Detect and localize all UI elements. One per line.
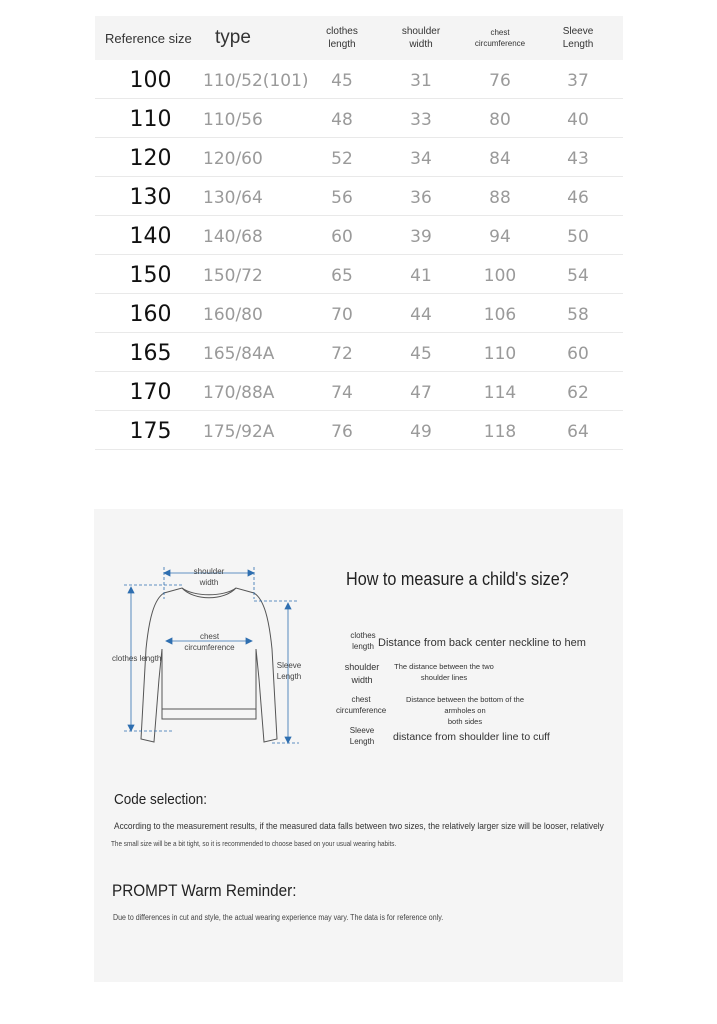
cell-length: 76: [331, 422, 353, 442]
code-selection-title: Code selection:: [114, 791, 208, 808]
cell-shoulder: 44: [410, 305, 432, 325]
cell-ref: 140: [129, 224, 172, 249]
cell-ref: 175: [129, 419, 172, 444]
cell-shoulder: 41: [410, 266, 432, 286]
cell-length: 56: [331, 188, 353, 208]
legend-desc-chest-circumference: Distance between the bottom of the armholes on both sides: [406, 695, 524, 726]
table-row: [95, 138, 623, 177]
cell-length: 52: [331, 149, 353, 169]
size-table: [95, 16, 623, 450]
cell-type: 110/52(101): [203, 71, 309, 91]
reminder-title: PROMPT Warm Reminder:: [112, 881, 297, 900]
header-sleeve-length: Sleeve Length: [562, 26, 594, 50]
table-row: [95, 99, 623, 138]
cell-type: 175/92A: [203, 422, 275, 442]
cell-chest: 88: [489, 188, 511, 208]
cell-sleeve: 58: [567, 305, 589, 325]
cell-chest: 114: [483, 383, 517, 403]
table-row: [95, 177, 623, 216]
cell-length: 45: [331, 71, 353, 91]
cell-ref: 120: [129, 146, 172, 171]
table-row: [95, 411, 623, 450]
cell-ref: 160: [129, 302, 172, 327]
cell-length: 72: [331, 344, 353, 364]
diagram-sleeve-label: Sleeve Length: [276, 661, 302, 681]
header-reference-size: Reference size: [105, 30, 192, 46]
cell-type: 150/72: [203, 266, 263, 286]
cell-type: 160/80: [203, 305, 263, 325]
header-shoulder-width: shoulder width: [401, 26, 441, 50]
measure-panel: [94, 509, 623, 982]
cell-length: 48: [331, 110, 353, 130]
cell-chest: 118: [483, 422, 517, 442]
table-row: [95, 60, 623, 99]
table-row: [95, 255, 623, 294]
cell-type: 110/56: [203, 110, 263, 130]
cell-ref: 130: [129, 185, 172, 210]
cell-sleeve: 50: [567, 227, 589, 247]
cell-sleeve: 60: [567, 344, 589, 364]
cell-sleeve: 46: [567, 188, 589, 208]
cell-shoulder: 31: [410, 71, 432, 91]
table-row: [95, 294, 623, 333]
cell-length: 65: [331, 266, 353, 286]
cell-chest: 84: [489, 149, 511, 169]
cell-sleeve: 54: [567, 266, 589, 286]
cell-ref: 165: [129, 341, 172, 366]
header-clothes-length: clothes length: [326, 26, 358, 50]
cell-ref: 110: [129, 107, 172, 132]
diagram-shoulder-label: shoulder width: [193, 567, 225, 587]
cell-type: 120/60: [203, 149, 263, 169]
measure-title: How to measure a child's size?: [346, 569, 569, 589]
table-header: [95, 16, 623, 60]
cell-shoulder: 45: [410, 344, 432, 364]
table-row: [95, 372, 623, 411]
cell-type: 170/88A: [203, 383, 275, 403]
cell-sleeve: 40: [567, 110, 589, 130]
table-row: [95, 216, 623, 255]
header-type: type: [215, 27, 251, 48]
diagram-chest-label: chest circumference: [184, 632, 235, 652]
cell-chest: 110: [483, 344, 517, 364]
cell-shoulder: 47: [410, 383, 432, 403]
cell-chest: 94: [489, 227, 511, 247]
cell-chest: 100: [483, 266, 517, 286]
cell-sleeve: 43: [567, 149, 589, 169]
cell-type: 130/64: [203, 188, 263, 208]
code-selection-text: According to the measurement results, if the measured data falls between two sizes, the relatively larger size will be looser, relatively: [114, 821, 604, 832]
cell-type: 140/68: [203, 227, 263, 247]
reminder-text: Due to differences in cut and style, the actual wearing experience may vary. The data is for reference only.: [113, 913, 444, 922]
cell-chest: 76: [489, 71, 511, 91]
cell-type: 165/84A: [203, 344, 275, 364]
header-chest-circumference: chest circumference: [474, 28, 526, 48]
legend-term-sleeve-length: Sleeve Length: [349, 726, 375, 746]
cell-shoulder: 39: [410, 227, 432, 247]
cell-ref: 150: [129, 263, 172, 288]
legend-term-clothes-length: clothes length: [350, 631, 376, 651]
legend-term-shoulder-width: shoulder width: [344, 662, 380, 685]
cell-length: 60: [331, 227, 353, 247]
legend-desc-sleeve-length: distance from shoulder line to cuff: [393, 731, 550, 743]
cell-sleeve: 64: [567, 422, 589, 442]
cell-length: 74: [331, 383, 353, 403]
cell-chest: 106: [483, 305, 517, 325]
cell-chest: 80: [489, 110, 511, 130]
cell-shoulder: 36: [410, 188, 432, 208]
cell-ref: 100: [129, 68, 172, 93]
cell-sleeve: 62: [567, 383, 589, 403]
legend-desc-shoulder-width: The distance between the two shoulder lines: [394, 662, 494, 682]
cell-ref: 170: [129, 380, 172, 405]
cell-sleeve: 37: [567, 71, 589, 91]
table-row: [95, 333, 623, 372]
cell-length: 70: [331, 305, 353, 325]
cell-shoulder: 33: [410, 110, 432, 130]
cell-shoulder: 49: [410, 422, 432, 442]
legend-desc-clothes-length: Distance from back center neckline to hem: [378, 637, 586, 649]
diagram-length-label: clothes length: [112, 654, 162, 663]
code-selection-text-2: The small size will be a bit tight, so it is recommended to choose based on your usual wearing habits.: [111, 839, 397, 848]
cell-shoulder: 34: [410, 149, 432, 169]
legend-term-chest-circumference: chest circumference: [336, 695, 387, 715]
